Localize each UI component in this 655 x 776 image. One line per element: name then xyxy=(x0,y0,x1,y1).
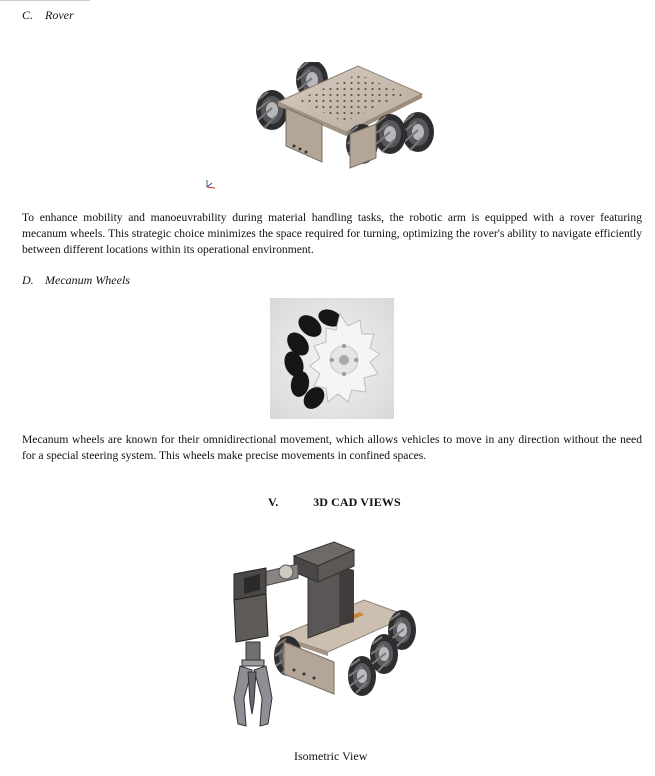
section-title: 3D CAD VIEWS xyxy=(313,495,401,509)
section-heading-rover xyxy=(22,8,74,23)
section-title: Mecanum Wheels xyxy=(45,273,130,287)
section-letter: D. xyxy=(22,273,34,287)
mecanum-wheel-photo xyxy=(270,298,394,419)
figure-caption: Isometric View xyxy=(294,749,368,763)
section-title: Rover xyxy=(45,8,74,22)
section-letter: C. xyxy=(22,8,34,22)
mecanum-paragraph: Mecanum wheels are known for their omnidirectional movement, which allows vehicles to move in any direction without the need for a special steering system. This wheels make precise movements in confined spaces. xyxy=(22,433,642,462)
section-heading-mecanum xyxy=(22,273,130,288)
page-top-rule xyxy=(0,0,90,1)
section-heading-cad-views xyxy=(268,495,401,510)
isometric-cad-image xyxy=(224,538,420,736)
axis-triad-icon xyxy=(204,178,218,190)
rover-paragraph: To enhance mobility and manoeuvrability during material handling tasks, the robotic arm is equipped with a rover featuring mecanum wheels. This strategic choice minimizes the space required for turning, optimizing the rover's ability to navigate efficiently between different locations within its operational environment. xyxy=(22,211,642,256)
section-numeral: V. xyxy=(268,495,279,509)
rover-cad-image xyxy=(250,62,440,177)
